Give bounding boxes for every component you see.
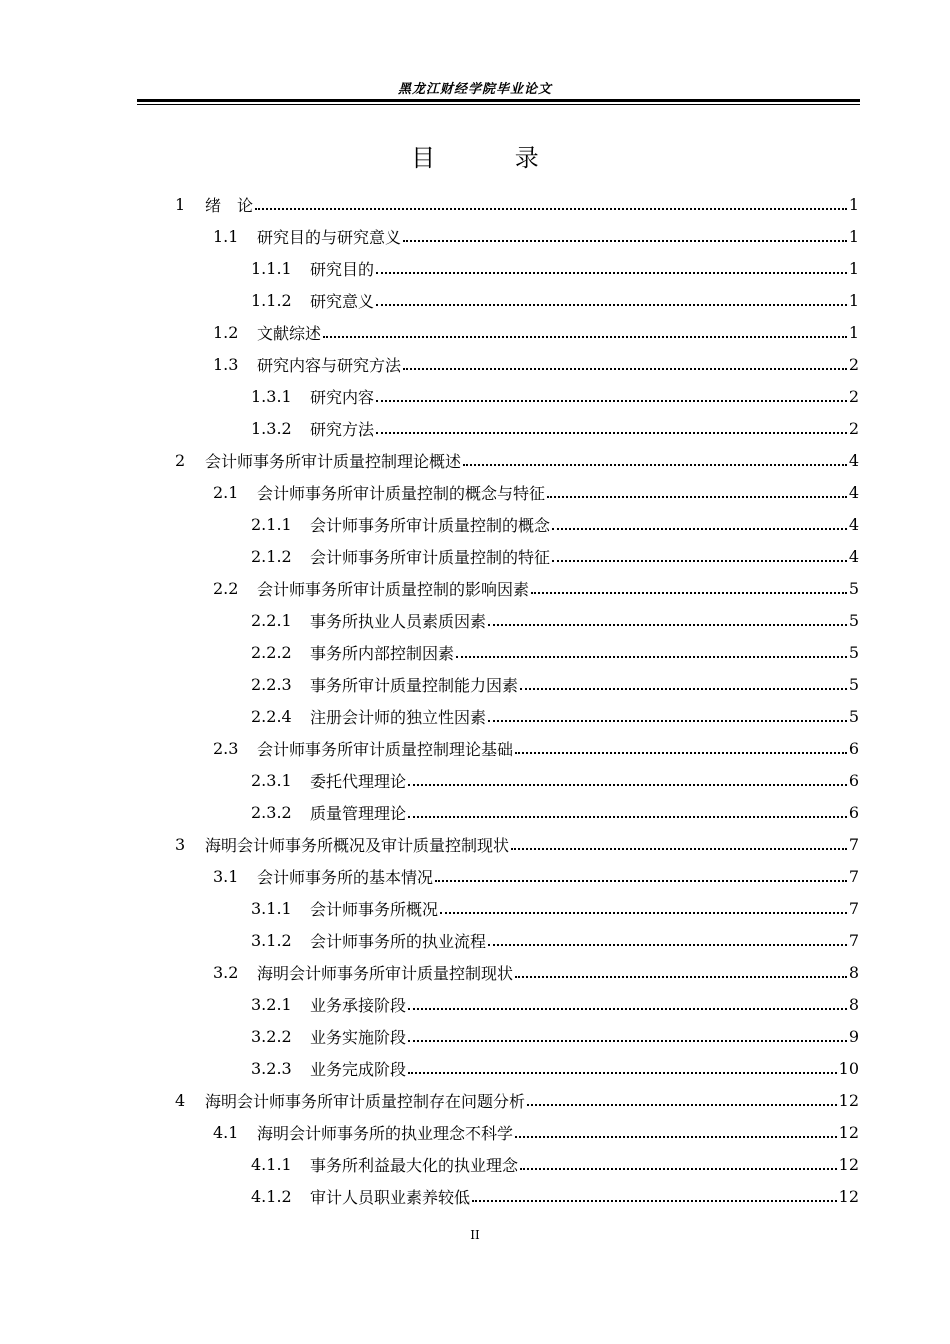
toc-entry-page: 2 (848, 354, 859, 374)
toc-entry-title: 业务完成阶段 (310, 1059, 407, 1079)
toc-entry-page: 6 (848, 770, 859, 790)
toc-dot-leader (488, 624, 847, 626)
toc-entry-title: 事务所内部控制因素 (310, 643, 455, 663)
toc-entry-page: 2 (848, 386, 859, 406)
toc-entry-page: 9 (848, 1026, 859, 1046)
toc-entry-page: 7 (848, 930, 859, 950)
toc-entry-number: 1.3 (213, 354, 239, 374)
toc-entry-number: 3.1.2 (251, 930, 292, 950)
toc-entry-number: 4.1.2 (251, 1186, 292, 1206)
toc-dot-leader (515, 1136, 837, 1138)
toc-entry[interactable] (251, 764, 859, 796)
toc-entry-number: 3.2 (213, 962, 239, 982)
toc-dot-leader (255, 208, 847, 210)
toc-dot-leader (408, 1040, 847, 1042)
toc-entry[interactable] (251, 508, 859, 540)
toc-entry[interactable] (251, 892, 859, 924)
toc-entry-number: 2.1.1 (251, 514, 292, 534)
toc-dot-leader (531, 592, 847, 594)
toc-entry-page: 5 (848, 578, 859, 598)
toc-entry-number: 3.1 (213, 866, 239, 886)
toc-entry-number: 2 (175, 450, 186, 470)
toc-entry-number: 2.2.3 (251, 674, 292, 694)
toc-entry-number: 1.3.1 (251, 386, 292, 406)
toc-entry[interactable] (213, 348, 859, 380)
toc-entry-number: 2.2.1 (251, 610, 292, 630)
toc-entry-title: 海明会计师事务所审计质量控制现状 (257, 963, 514, 983)
toc-dot-leader (488, 944, 847, 946)
toc-entry[interactable] (251, 1020, 859, 1052)
toc-entry-number: 2.1 (213, 482, 239, 502)
toc-entry-number: 4.1.1 (251, 1154, 292, 1174)
toc-entry-number: 2.3.2 (251, 802, 292, 822)
toc-entry-page: 4 (848, 450, 859, 470)
toc-entry-number: 1.3.2 (251, 418, 292, 438)
toc-entry-page: 5 (848, 642, 859, 662)
toc-entry[interactable] (251, 604, 859, 636)
toc-entry-page: 1 (848, 290, 859, 310)
toc-dot-leader (408, 816, 847, 818)
toc-entry-page: 1 (848, 226, 859, 246)
toc-entry-number: 3.2.2 (251, 1026, 292, 1046)
toc-entry[interactable] (213, 316, 859, 348)
toc-entry-page: 7 (848, 834, 859, 854)
toc-entry-page: 1 (848, 322, 859, 342)
toc-entry[interactable] (213, 220, 859, 252)
toc-dot-leader (547, 496, 847, 498)
toc-entry-number: 4 (175, 1090, 186, 1110)
toc-entry-title: 海明会计师事务所审计质量控制存在问题分析 (205, 1091, 526, 1111)
toc-entry-page: 4 (848, 546, 859, 566)
toc-entry-title: 会计师事务所的执业流程 (310, 931, 487, 951)
toc-entry-number: 2.2.2 (251, 642, 292, 662)
toc-entry-title: 会计师事务所审计质量控制的概念 (310, 515, 551, 535)
header-rule-thick (137, 99, 860, 102)
toc-entry-number: 2.2.4 (251, 706, 292, 726)
toc-entry-number: 2.3 (213, 738, 239, 758)
toc-entry-title: 绪 论 (205, 195, 254, 215)
toc-entry-number: 1.1.1 (251, 258, 292, 278)
toc-entry-number: 3.2.3 (251, 1058, 292, 1078)
toc-entry-page: 5 (848, 706, 859, 726)
toc-entry-page: 5 (848, 674, 859, 694)
header-rule-thin (137, 104, 860, 105)
toc-entry-page: 6 (848, 738, 859, 758)
toc-entry-page: 8 (848, 994, 859, 1014)
toc-dot-leader (515, 976, 847, 978)
toc-entry-title: 会计师事务所审计质量控制理论概述 (205, 451, 462, 471)
toc-dot-leader (403, 368, 847, 370)
toc-dot-leader (408, 1072, 837, 1074)
toc-dot-leader (552, 560, 847, 562)
toc-entry-page: 10 (838, 1058, 859, 1078)
toc-entry-page: 4 (848, 482, 859, 502)
toc-entry[interactable] (251, 284, 859, 316)
toc-entry-title: 会计师事务所审计质量控制的特征 (310, 547, 551, 567)
toc-entry-title: 质量管理理论 (310, 803, 407, 823)
toc-entry-title: 会计师事务所审计质量控制的影响因素 (257, 579, 530, 599)
toc-entry-title: 文献综述 (257, 323, 322, 343)
toc-entry-page: 4 (848, 514, 859, 534)
toc-entry-title: 委托代理理论 (310, 771, 407, 791)
toc-entry-number: 1.2 (213, 322, 239, 342)
toc-entry-number: 1.1 (213, 226, 239, 246)
toc-entry-title: 会计师事务所概况 (310, 899, 439, 919)
toc-dot-leader (472, 1200, 837, 1202)
toc-entry[interactable] (175, 188, 859, 220)
toc-entry-number: 1.1.2 (251, 290, 292, 310)
page-number: II (470, 1228, 480, 1242)
toc-entry-page: 7 (848, 866, 859, 886)
toc-entry[interactable] (251, 380, 859, 412)
toc-entry[interactable] (251, 700, 859, 732)
toc-entry-title: 研究意义 (310, 291, 375, 311)
toc-entry-title: 业务承接阶段 (310, 995, 407, 1015)
toc-entry-page: 7 (848, 898, 859, 918)
toc-dot-leader (463, 464, 847, 466)
toc-entry-title: 会计师事务所审计质量控制理论基础 (257, 739, 514, 759)
toc-dot-leader (520, 1168, 837, 1170)
toc-dot-leader (408, 1008, 847, 1010)
toc-entry-title: 事务所执业人员素质因素 (310, 611, 487, 631)
toc-entry[interactable] (213, 732, 859, 764)
toc-dot-leader (376, 304, 847, 306)
toc-entry[interactable] (251, 988, 859, 1020)
toc-dot-leader (552, 528, 847, 530)
toc-dot-leader (403, 240, 847, 242)
toc-entry-number: 3 (175, 834, 186, 854)
toc-entry-title: 研究目的与研究意义 (257, 227, 402, 247)
toc-entry[interactable] (251, 1180, 859, 1212)
toc-entry-title: 研究内容 (310, 387, 375, 407)
toc-entry-page: 6 (848, 802, 859, 822)
toc-entry[interactable] (251, 1148, 859, 1180)
toc-entry-title: 注册会计师的独立性因素 (310, 707, 487, 727)
toc-entry-page: 12 (838, 1122, 859, 1142)
toc-entry-page: 1 (848, 194, 859, 214)
toc-entry[interactable] (251, 412, 859, 444)
toc-dot-leader (376, 432, 847, 434)
toc-entry[interactable] (251, 796, 859, 828)
toc-entry-number: 2.2 (213, 578, 239, 598)
header-title: 黑龙江财经学院毕业论文 (397, 82, 552, 97)
toc-entry-page: 2 (848, 418, 859, 438)
toc-entry-number: 3.2.1 (251, 994, 292, 1014)
toc-entry-title: 研究方法 (310, 419, 375, 439)
toc-entry[interactable] (251, 924, 859, 956)
toc-entry-page: 12 (838, 1186, 859, 1206)
toc-dot-leader (488, 720, 847, 722)
toc-dot-leader (511, 848, 847, 850)
toc-entry-number: 2.3.1 (251, 770, 292, 790)
toc-dot-leader (323, 336, 847, 338)
toc-entry-title: 海明会计师事务所的执业理念不科学 (257, 1123, 514, 1143)
toc-entry-title: 事务所利益最大化的执业理念 (310, 1155, 519, 1175)
toc-entry[interactable] (251, 668, 859, 700)
toc-entry-title: 会计师事务所的基本情况 (257, 867, 434, 887)
toc-entry[interactable] (251, 1052, 859, 1084)
toc-entry-title: 研究目的 (310, 259, 375, 279)
toc-entry[interactable] (251, 540, 859, 572)
toc-entry-page: 8 (848, 962, 859, 982)
toc-entry[interactable] (251, 252, 859, 284)
toc-entry-number: 4.1 (213, 1122, 239, 1142)
toc-dot-leader (376, 400, 847, 402)
toc-entry-number: 1 (175, 194, 186, 214)
toc-entry-number: 2.1.2 (251, 546, 292, 566)
toc-dot-leader (456, 656, 847, 658)
toc-entry[interactable] (175, 1084, 859, 1116)
toc-entry-title: 业务实施阶段 (310, 1027, 407, 1047)
toc-dot-leader (435, 880, 847, 882)
toc-dot-leader (520, 688, 847, 690)
toc-entry-title: 事务所审计质量控制能力因素 (310, 675, 519, 695)
toc-entry-page: 1 (848, 258, 859, 278)
toc-dot-leader (376, 272, 847, 274)
toc-entry-title: 海明会计师事务所概况及审计质量控制现状 (205, 835, 510, 855)
toc-dot-leader (440, 912, 847, 914)
toc-entry[interactable] (213, 476, 859, 508)
toc-entry-title: 会计师事务所审计质量控制的概念与特征 (257, 483, 546, 503)
toc-entry[interactable] (213, 860, 859, 892)
toc-entry-title: 审计人员职业素养较低 (310, 1187, 471, 1207)
toc-title: 目 录 (411, 144, 575, 172)
toc-entry[interactable] (175, 828, 859, 860)
toc-entry-page: 12 (838, 1090, 859, 1110)
toc-dot-leader (527, 1104, 837, 1106)
toc-entry[interactable] (175, 444, 859, 476)
toc-entry[interactable] (213, 1116, 859, 1148)
toc-dot-leader (408, 784, 847, 786)
toc-entry[interactable] (251, 636, 859, 668)
toc-entry-title: 研究内容与研究方法 (257, 355, 402, 375)
toc-entry-page: 5 (848, 610, 859, 630)
toc-entry-page: 12 (838, 1154, 859, 1174)
toc-entry-number: 3.1.1 (251, 898, 292, 918)
toc-entry[interactable] (213, 572, 859, 604)
toc-dot-leader (515, 752, 847, 754)
toc-entry[interactable] (213, 956, 859, 988)
